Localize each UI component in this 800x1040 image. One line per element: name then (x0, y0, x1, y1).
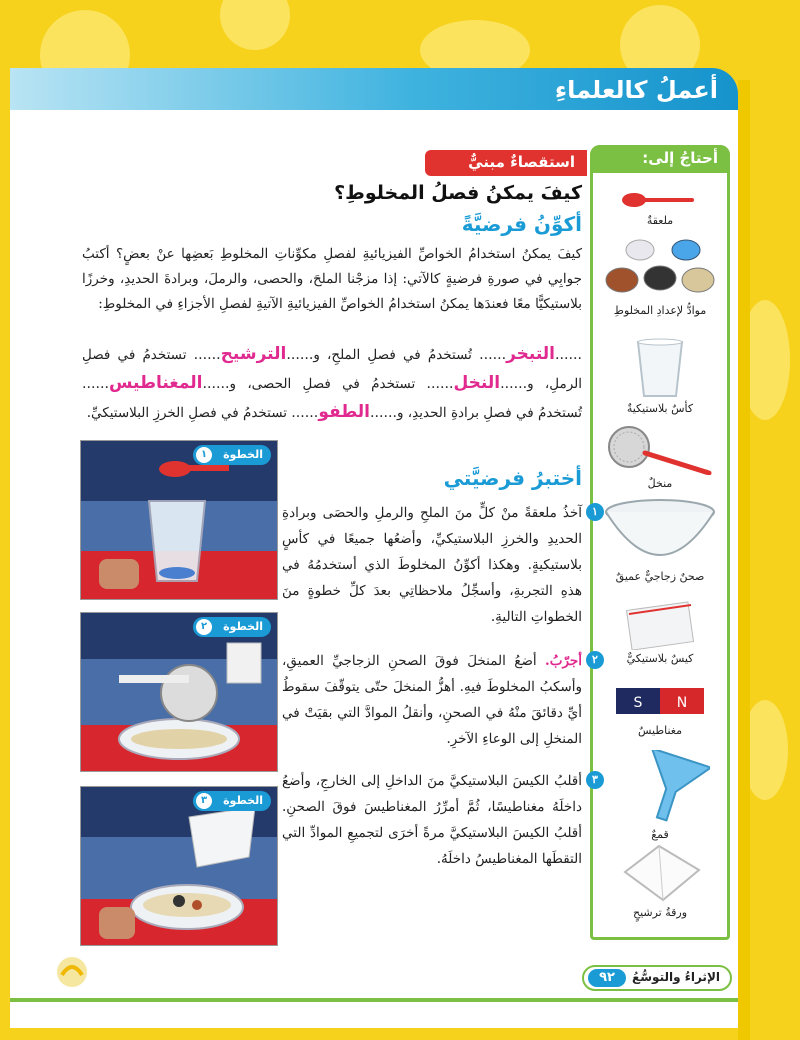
glass-bowl-icon (600, 498, 720, 568)
sieve-icon (605, 423, 715, 475)
funnel-icon (610, 750, 710, 826)
material-bag (593, 600, 727, 665)
material-label: ورقةُ ترشيحٍ (632, 906, 688, 919)
material-funnel (593, 750, 727, 841)
step-2 (282, 648, 598, 752)
fill-text-1: تُستخدمُ في فصلِ الملحِ، و (313, 347, 472, 363)
hypothesis-paragraph (82, 242, 582, 317)
page-edge (738, 80, 750, 1040)
step-text: أقلبُ الكيسَ البلاستيكيَّ منَ الداخلِ إلى الخارجِ، وأضعُ داخلَهُ مغناطيسًا، ثُمَّ أمرِّرُ المغناطيسَ فوقَ الصحنِ. أقلبُ الكيسَ البلاستيكيَّ مرةً أخرَى لتجميعِ الموادِّ التي التقطَها المغناطيسُ داخلَهُ. (282, 773, 582, 867)
material-magnet (593, 678, 727, 737)
svg-text:S: S (633, 695, 643, 711)
material-cup (593, 338, 727, 415)
publisher-logo-icon (52, 955, 92, 989)
material-label: مغناطيسٌ (638, 724, 682, 737)
answer-sieving: النخل (453, 373, 501, 393)
fill-text-3: تستخدمُ في فصلِ الحصى، و (229, 376, 416, 392)
step-tag-number: ١ (196, 447, 212, 463)
material-label: قمعٌ (651, 828, 669, 841)
page-number: ٩٢ (588, 969, 626, 987)
footer-section: الإثراءُ والتوسُّعُ (632, 970, 720, 984)
plastic-bag-icon (615, 600, 705, 650)
step-tag-label: الخطوة (223, 448, 263, 461)
inquiry-question: كيفَ يمكنُ فصلُ المخلوطِ؟ (334, 182, 582, 204)
step-tag-label: الخطوة (223, 794, 263, 807)
step-tag (193, 617, 271, 637)
header-band (10, 68, 738, 116)
fill-text-4: تُستخدمُ في فصلِ برادةِ الحديدِ، و (396, 405, 582, 421)
mixture-materials-icon (600, 236, 720, 302)
step-3 (282, 768, 598, 872)
step-photo-3 (80, 786, 278, 946)
answer-evaporation: التبخر (506, 344, 555, 364)
page-footer (582, 965, 732, 991)
step-lead: أجرّبُ. (545, 653, 582, 669)
material-label: منخلٌ (647, 477, 673, 490)
plastic-cup-icon (630, 338, 690, 400)
step-number: ٣ (586, 771, 604, 789)
step-number: ١ (586, 503, 604, 521)
material-bowl (593, 498, 727, 583)
step-tag-number: ٢ (196, 619, 212, 635)
fill-text-2: تستخدمُ في فصلِ الرملِ، و (82, 347, 583, 392)
material-filter-paper (593, 842, 727, 919)
step-text: أضعُ المنخلَ فوقَ الصحنِ الزجاجيِّ العميقِ، وأسكبُ المخلوطَ فيهِ. أهزُّ المنخلَ حتّى يتوقّفَ سقوطُ أيِّ دقائقَ منْهُ في الصحنِ، وأنقلُ الموادَّ التي بقيَتْ في المنخلِ إلى الوعاءِ الآخرِ. (282, 653, 582, 747)
hypothesis-intro: كيفَ يمكنُ استخدامُ الخواصِّ الفيزيائيةِ لفصلِ مكوِّناتِ المخلوطِ بَعضِها عنْ بعضٍ؟ أكتبُ جوابِي في صورةِ فرضيةٍ كالآتي: إذا مزجْنا الملحَ، والحصى، والرملَ، وبرادةَ الحديدِ، وخرزًا بلاستيكيًّا معًا فعندَها يمكنُ استخدامُ الخواصِّ الفيزيائيةِ الآتيةِ لفصلِ الأجزاءِ في المخلوطِ: (82, 246, 582, 312)
hypothesis-fill-in: ……التبخر…… تُستخدمُ في فصلِ الملحِ، و……الترشيح…… تستخدمُ في فصلِ الرملِ، و……النخل…… تستخدمُ في فصلِ الحصى، و……المغناطيس…… تُستخدمُ في فصلِ برادةِ الحديدِ، و……الطفو…… تستخدمُ في فصلِ الخرزِ البلاستيكيِّ. (82, 344, 583, 422)
material-sieve (593, 423, 727, 490)
answer-magnet: المغناطيس (109, 373, 203, 393)
materials-panel (590, 145, 730, 940)
page-title: أعملُ كالعلماءِ (554, 76, 718, 104)
step-number: ٢ (586, 651, 604, 669)
svg-text:N: N (676, 695, 688, 711)
answer-filtration: الترشيح (220, 344, 287, 364)
fill-text-5: تستخدمُ في فصلِ الخرزِ البلاستيكيِّ. (86, 405, 288, 421)
step-text: آخذُ ملعقةً منْ كلٍّ منَ الملحِ والرملِ والحصَى وبرادةِ الحديدِ والخرزِ البلاستيكيِّ، وأضعُها جميعًا في كأسٍ بلاستيكيةٍ. وهكذا أكوِّنُ المخلوطَ الذي أستخدمُهُ في هذهِ التجربةِ، وأسجِّلُ ملاحظاتِي بعدَ كلِّ خطوةٍ منَ الخطواتِ التاليةِ. (282, 505, 582, 625)
footer-divider (10, 998, 738, 1002)
magnet-icon (610, 678, 710, 722)
filter-paper-icon (615, 842, 705, 904)
step-tag (193, 445, 271, 465)
material-mixture (593, 236, 727, 317)
material-label: ملعقةٌ (646, 214, 674, 227)
step-tag-label: الخطوة (223, 620, 263, 633)
answer-floating: الطفو (318, 402, 370, 422)
test-title: أختبرُ فرضيَّتي (443, 466, 582, 490)
step-tag (193, 791, 271, 811)
material-spoon (593, 188, 727, 227)
step-photo-1 (80, 440, 278, 600)
step-photo-2 (80, 612, 278, 772)
hypothesis-title: أكوِّنُ فرضيَّةً (461, 212, 582, 236)
material-label: كأسٌ بلاستيكيةٌ (626, 402, 694, 415)
material-label: كيسٌ بلاستيكيٌّ (626, 652, 694, 665)
step-tag-number: ٣ (196, 793, 212, 809)
inquiry-badge: استقصاءٌ مبنيٌّ (425, 150, 587, 176)
material-label: صحنٌ زجاجيٌّ عميقٌ (615, 570, 705, 583)
step-1 (282, 500, 598, 630)
spoon-icon (620, 188, 700, 212)
material-label: موادُّ لإعدادِ المخلوطِ (613, 304, 707, 317)
materials-title: أحتاجُ إلى: (590, 145, 730, 173)
